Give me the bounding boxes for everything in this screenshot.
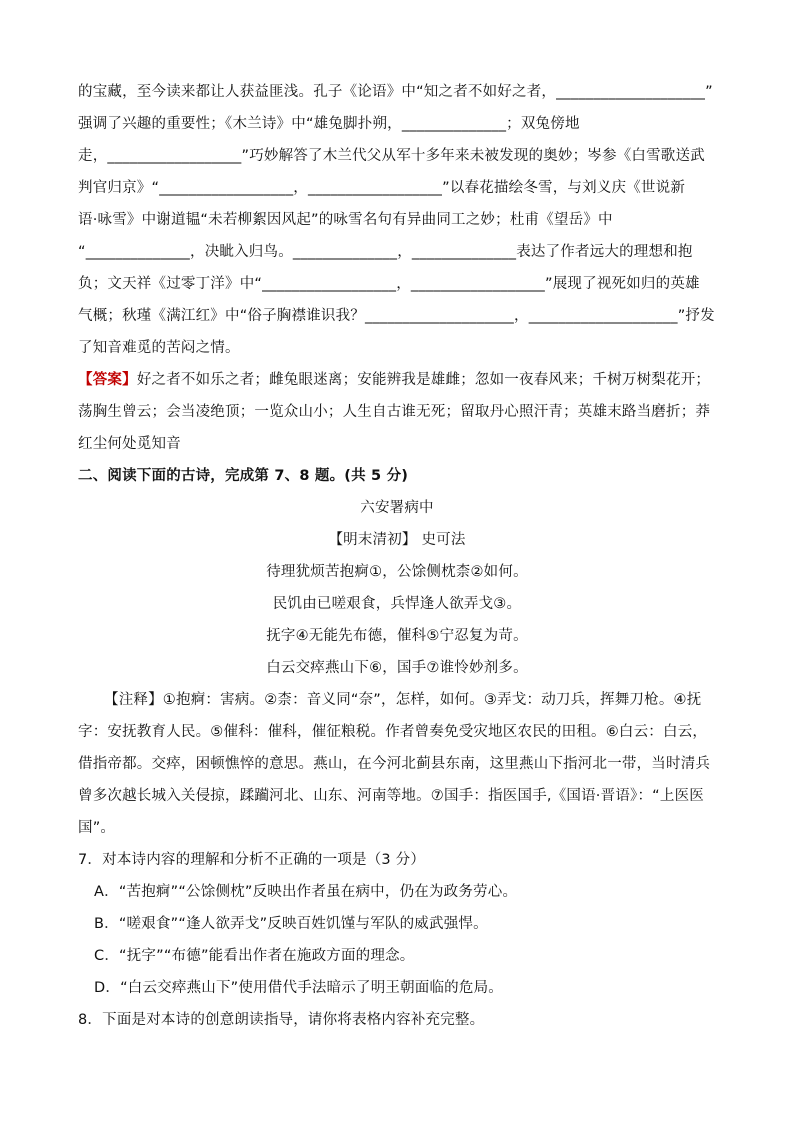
q8-stem: 8．下面是对本诗的创意朗读指导，请你将表格内容补充完整。 [78, 1012, 485, 1028]
q7-option-c: C．“抚字”“布德”能看出作者在施政方面的理念。 [94, 948, 415, 964]
notes-line-4: 曾多次越长城入关侵掠，蹂躏河北、山东、河南等地。⑦国手：指医国手,《国语·晋语》：“上医医 [78, 788, 704, 804]
fill-line-7: 负；文天祥《过零丁洋》中“__________________，__________________”展现了视死如归的英雄 [78, 276, 700, 292]
answer-tag: 【答案】 [78, 372, 137, 388]
section2-heading: 二、阅读下面的古诗，完成第 7、8 题。(共 5 分) [78, 468, 409, 484]
answer-line-3: 红尘何处觅知音 [78, 436, 181, 452]
poem-line-3: 抚字④无能先布德，催科⑤宁忍复为苛。 [266, 628, 528, 644]
answer-line-1 [78, 370, 718, 390]
notes-line-2: 字：安抚教育人民。⑤催科：催科，催征粮税。作者曾奏免受灾地区农民的田租。⑥白云：白云， [78, 724, 708, 740]
fill-line-2: 强调了兴趣的重要性；《木兰诗》中“雄兔脚扑朔，______________；双兔傍地 [78, 116, 580, 132]
poem-line-2: 民饥由已嗟艰食，兵悍逢人欲弄戈③。 [272, 596, 522, 612]
fill-line-1: 的宝藏，至今读来都让人获益匪浅。孔子《论语》中“知之者不如好之者，____________________” [78, 84, 713, 100]
q7-option-b: B．“嗟艰食”“逢人欲弄戈”反映百姓饥馑与军队的威武强悍。 [94, 916, 488, 932]
answer-line-2: 荡胸生曾云；会当凌绝顶；一览众山小；人生自古谁无死；留取丹心照汗青；英雄末路当磨折；莽 [78, 404, 711, 420]
notes-line-3: 借指帝都。交瘁，困顿憔悴的意思。燕山，在今河北蓟县东南，这里燕山下指河北一带，当时清兵 [78, 756, 711, 772]
fill-line-8: 气概；秋瑾《满江红》中“俗子胸襟谁识我？____________________，____________________”抒发 [78, 308, 715, 324]
q7-option-a: A．“苦抱痾”“公馀侧枕”反映出作者虽在病中，仍在为政务劳心。 [94, 884, 518, 900]
fill-line-3: 走，__________________”巧妙解答了木兰代父从军十多年来未被发现的奥妙；岑参《白雪歌送武 [78, 148, 705, 164]
fill-line-6: “______________，决眦入归鸟。______________，______________表达了作者远大的理想和抱 [78, 244, 693, 260]
poem-title: 六安署病中 [360, 500, 434, 516]
poem-line-1: 待理犹烦苦抱痾①，公馀侧枕柰②如何。 [266, 564, 528, 580]
q7-option-d: D．“白云交瘁燕山下”使用借代手法暗示了明王朝面临的危局。 [94, 980, 503, 996]
q7-stem: 7．对本诗内容的理解和分析不正确的一项是（3 分） [78, 852, 426, 868]
poem-line-4: 白云交瘁燕山下⑥，国手⑦谁怜妙剂多。 [266, 660, 528, 676]
notes-line-5: 国”。 [78, 820, 116, 836]
fill-line-5: 语·咏雪》中谢道韫“未若柳絮因风起”的咏雪名句有异曲同工之妙；杜甫《望岳》中 [78, 212, 613, 228]
notes-line-1: 【注释】①抱痾：害病。②柰：音义同“奈”，怎样，如何。③弄戈：动刀兵，挥舞刀枪。④抚 [104, 692, 702, 708]
fill-line-4: 判官归京》“__________________，__________________”以春花描绘冬雪，与刘义庆《世说新 [78, 180, 686, 196]
fill-line-9: 了知音难觅的苦闷之情。 [78, 340, 240, 356]
poem-author: 【明末清初】 史可法 [328, 532, 466, 548]
answer-text-1: 好之者不如乐之者；雌兔眼迷离；安能辨我是雄雌；忽如一夜春风来；千树万树梨花开； [136, 372, 711, 388]
